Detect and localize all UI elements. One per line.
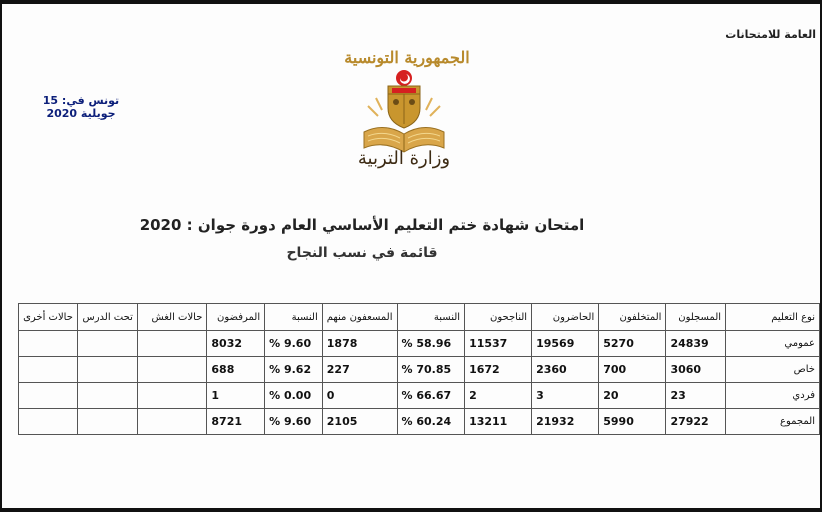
results-table — [18, 303, 820, 435]
document-title: امتحان شهادة ختم التعليم الأساسي العام دورة جوان : 2020 — [139, 216, 585, 234]
table-cell: 8032 — [207, 331, 265, 357]
table-cell — [77, 331, 137, 357]
table-cell — [137, 383, 207, 409]
table-cell: 2105 — [322, 409, 397, 435]
table-cell: 1 — [207, 383, 265, 409]
table-cell: 19569 — [532, 331, 599, 357]
table-cell: 5270 — [599, 331, 666, 357]
table-cell: 66.67 % — [397, 383, 465, 409]
table-cell: 9.62 % — [265, 357, 323, 383]
table-cell — [19, 357, 78, 383]
table-cell: 9.60 % — [265, 331, 323, 357]
table-cell — [19, 409, 78, 435]
column-header: المتخلفون — [599, 304, 666, 331]
table-cell: 3 — [532, 383, 599, 409]
table-cell: 24839 — [666, 331, 726, 357]
table-cell: 2 — [465, 383, 532, 409]
table-cell — [19, 383, 78, 409]
table-cell: 227 — [322, 357, 397, 383]
table-cell — [137, 331, 207, 357]
table-header-row — [19, 304, 820, 331]
table-cell: 27922 — [666, 409, 726, 435]
table-cell — [137, 409, 207, 435]
row-label: المجموع — [726, 409, 820, 435]
table-row — [19, 383, 820, 409]
ministry-emblem-icon — [358, 66, 450, 156]
table-cell: 0 — [322, 383, 397, 409]
table-cell: 70.85 % — [397, 357, 465, 383]
department-header: العامة للامتحانات — [725, 28, 816, 41]
column-header: المسعفون منهم — [322, 304, 397, 331]
column-header: النسبة — [265, 304, 323, 331]
table-cell: 60.24 % — [397, 409, 465, 435]
table-cell: 20 — [599, 383, 666, 409]
column-header: المرفضون — [207, 304, 265, 331]
column-header: الناجحون — [465, 304, 532, 331]
table-cell: 58.96 % — [397, 331, 465, 357]
column-header: نوع التعليم — [726, 304, 820, 331]
table-row — [19, 331, 820, 357]
table-cell: 21932 — [532, 409, 599, 435]
row-label: عمومي — [726, 331, 820, 357]
table-cell — [19, 331, 78, 357]
table-cell: 2360 — [532, 357, 599, 383]
table-cell: 11537 — [465, 331, 532, 357]
table-cell: 0.00 % — [265, 383, 323, 409]
table-cell: 13211 — [465, 409, 532, 435]
column-header: المسجلون — [666, 304, 726, 331]
table-cell — [77, 383, 137, 409]
table-total-row — [19, 409, 820, 435]
table-cell: 23 — [666, 383, 726, 409]
document-date: تونس في: 15 جويلية 2020 — [42, 94, 120, 120]
table-row — [19, 357, 820, 383]
table-cell: 1672 — [465, 357, 532, 383]
table-cell: 1878 — [322, 331, 397, 357]
table-cell: 3060 — [666, 357, 726, 383]
column-header: حالات الغش — [137, 304, 207, 331]
table-cell — [77, 409, 137, 435]
ministry-name: وزارة التربية — [357, 148, 451, 169]
document-subtitle: قائمة في نسب النجاح — [286, 245, 438, 261]
table-cell: 8721 — [207, 409, 265, 435]
column-header: النسبة — [397, 304, 465, 331]
table-cell: 700 — [599, 357, 666, 383]
table-cell — [137, 357, 207, 383]
republic-header: الجمهورية التونسية — [344, 48, 470, 67]
row-label: فردي — [726, 383, 820, 409]
column-header: حالات أخرى — [19, 304, 78, 331]
table-cell — [77, 357, 137, 383]
table-cell: 688 — [207, 357, 265, 383]
column-header: تحت الدرس — [77, 304, 137, 331]
table-cell: 9.60 % — [265, 409, 323, 435]
column-header: الحاضرون — [532, 304, 599, 331]
row-label: خاص — [726, 357, 820, 383]
table-cell: 5990 — [599, 409, 666, 435]
